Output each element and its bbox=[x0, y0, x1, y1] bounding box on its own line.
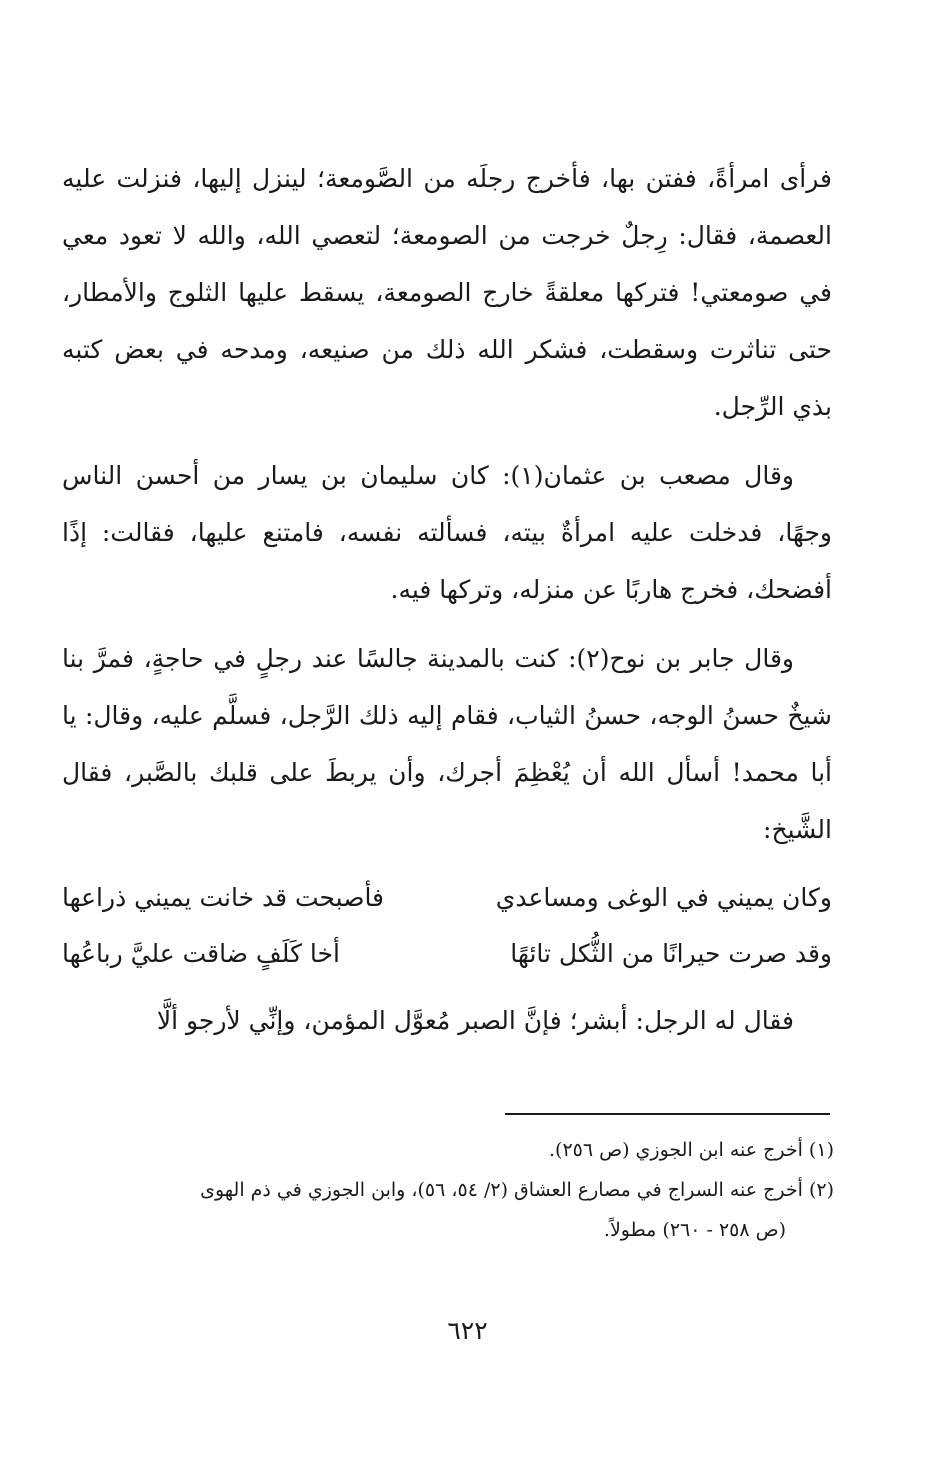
verse-row bbox=[62, 870, 832, 926]
footnote-2: (٢) أخرج عنه السراج في مصارع العشاق (٢/ ٥٤، ٥٦)، وابن الجوزي في ذم الهوى bbox=[200, 1179, 834, 1201]
footnote-2-continuation: (ص ٢٥٨ - ٢٦٠) مطولاً. bbox=[603, 1219, 786, 1241]
paragraph-2: وقال مصعب بن عثمان(١): كان سليمان بن يسار من أحسن الناس وجهًا، فدخلت عليه امرأةٌ بيته، فسألته نفسه، فامتنع عليها، فقالت: إذًا أفضحك، فخرج هاربًا عن منزله، وتركها فيه. bbox=[62, 461, 832, 604]
page-body bbox=[62, 150, 832, 1061]
verse-first-hemistich: وكان يميني في الوغى ومساعدي bbox=[495, 883, 832, 912]
footnote-1: (١) أخرج عنه ابن الجوزي (ص ٢٥٦). bbox=[548, 1139, 834, 1161]
verse-first-hemistich: وقد صرت حيرانًا من الثُّكل تائهًا bbox=[510, 939, 832, 968]
poem-verses bbox=[62, 870, 832, 982]
footnote-divider bbox=[505, 1113, 830, 1115]
paragraph-1: فرأى امرأةً، ففتن بها، فأخرج رجلَه من الصَّومعة؛ لينزل إليها، فنزلت عليه العصمة، فقال: رِجلٌ خرجت من الصومعة؛ لتعصي الله، والله لا تعود معي في صومعتي! فتركها معلقةً خارج الصومعة، يسقط عليها الثلوج والأمطار، حتى تناثرت وسقطت، فشكر الله ذلك من صنيعه، ومدحه في بعض كتبه بذي الرِّجل. bbox=[62, 164, 832, 421]
verse-row bbox=[62, 926, 832, 982]
page-number: ٦٢٢ bbox=[447, 1316, 488, 1345]
verse-second-hemistich: فأصبحت قد خانت يميني ذراعها bbox=[62, 883, 385, 912]
verse-second-hemistich: أخا كَلَفٍ ضاقت عليَّ رباعُها bbox=[62, 939, 340, 968]
closing-line: فقال له الرجل: أبشر؛ فإنَّ الصبر مُعوَّل المؤمن، وإنِّي لأرجو ألَّا bbox=[156, 1006, 794, 1035]
paragraph-3: وقال جابر بن نوح(٢): كنت بالمدينة جالسًا عند رجلٍ في حاجةٍ، فمرَّ بنا شيخٌ حسنُ الوجه، حسنُ الثياب، فقام إليه ذلك الرَّجل، فسلَّم عليه، وقال: يا أبا محمد! أسأل الله أن يُعْظِمَ أجرك، وأن يربطَ على قلبك بالصَّبر، فقال الشَّيخ: bbox=[62, 644, 832, 844]
footnotes bbox=[58, 1130, 834, 1250]
